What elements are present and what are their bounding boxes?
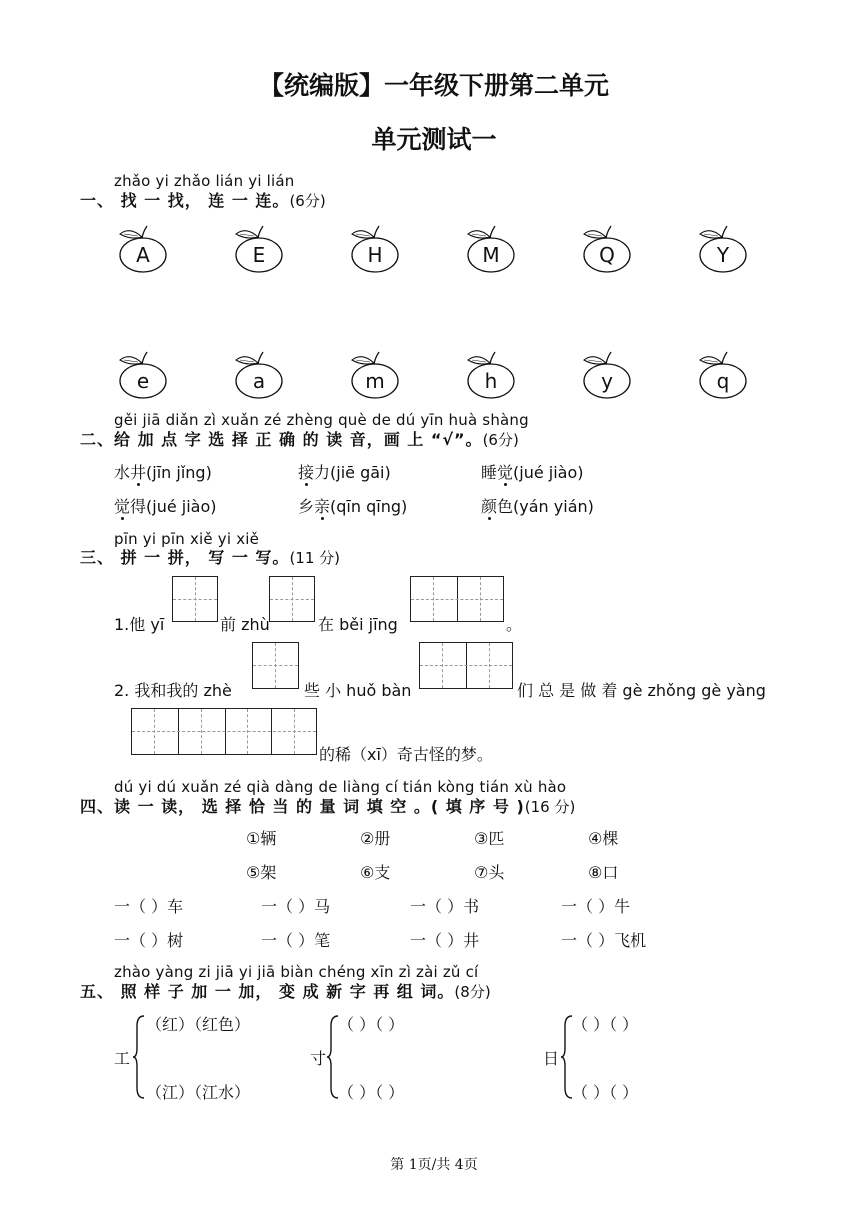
q4-blank[interactable]: 一（ ）笔 bbox=[261, 931, 331, 950]
q2-item-5: 乡亲(qīn qīng) bbox=[298, 497, 408, 516]
q2-item-6: 颜色(yán yián) bbox=[481, 497, 594, 516]
q1-heading-text: 一、 找 一 找， 连 一 连。 bbox=[80, 191, 290, 210]
apple-letter: E bbox=[252, 243, 266, 267]
apple-letter-card[interactable] bbox=[580, 348, 636, 400]
apple-letter: a bbox=[252, 369, 266, 393]
apple-letter-card[interactable] bbox=[696, 222, 752, 274]
q1-score: (6分) bbox=[289, 192, 326, 210]
apple-letter: y bbox=[601, 369, 613, 393]
apple-letter: h bbox=[484, 369, 498, 393]
apple-letter: A bbox=[136, 243, 150, 267]
apple-letter-card[interactable] bbox=[696, 348, 752, 400]
q4-blank[interactable]: 一（ ）马 bbox=[261, 897, 331, 916]
q3-s2-part-b: 些 小 huǒ bàn bbox=[304, 681, 412, 700]
q5-group3-char: 日 bbox=[543, 1049, 560, 1068]
write-box-beijing[interactable] bbox=[410, 576, 504, 622]
apple-letter-card[interactable] bbox=[464, 348, 520, 400]
q4-option: ⑤架 bbox=[246, 863, 277, 882]
q2-item-2: 接力(jiē gāi) bbox=[298, 463, 391, 482]
q3-heading bbox=[80, 545, 340, 568]
q5-heading bbox=[80, 979, 491, 1002]
q4-option: ②册 bbox=[360, 829, 391, 848]
q4-option: ⑦头 bbox=[474, 863, 505, 882]
q3-pinyin: pīn yi pīn xiě yi xiě bbox=[114, 530, 260, 548]
q5-score: (8分) bbox=[454, 983, 491, 1001]
q3-s1-part-c: 在 běi jīng bbox=[318, 615, 398, 634]
apple-letter-card[interactable] bbox=[464, 222, 520, 274]
q2-score: (6分) bbox=[482, 431, 519, 449]
q4-blank[interactable]: 一（ ）井 bbox=[410, 931, 480, 950]
q4-score: (16 分) bbox=[524, 798, 576, 816]
apple-letter: e bbox=[136, 369, 150, 393]
page-title: 【统编版】一年级下册第二单元 bbox=[258, 71, 609, 100]
q5-group2-bottom[interactable]: （ ）（ ） bbox=[338, 1083, 405, 1102]
page-footer: 第 1页/共 4页 bbox=[390, 1157, 478, 1173]
write-box-zhe[interactable] bbox=[252, 642, 299, 689]
q5-pinyin: zhào yàng zi jiā yi jiā biàn chéng xīn zì zài zǔ cí bbox=[114, 963, 479, 981]
q4-blank[interactable]: 一（ ）车 bbox=[114, 897, 184, 916]
q2-heading-text: 二、给 加 点 字 选 择 正 确 的 读 音，画 上 “√”。 bbox=[80, 430, 483, 449]
q1-heading bbox=[80, 188, 326, 211]
q2-pinyin: gěi jiā diǎn zì xuǎn zé zhèng què de dú yīn huà shàng bbox=[114, 411, 529, 429]
q3-s2-part-c: 们 总 是 做 着 gè zhǒng gè yàng bbox=[517, 681, 766, 700]
q4-option: ③匹 bbox=[474, 829, 505, 848]
apple-letter-card[interactable] bbox=[348, 222, 404, 274]
q3-s2-part-d: 的稀（xī）奇古怪的梦。 bbox=[319, 745, 493, 764]
q4-blank[interactable]: 一（ ）飞机 bbox=[561, 931, 647, 950]
q5-group1-top: （红）（红色） bbox=[146, 1015, 251, 1034]
q4-blank[interactable]: 一（ ）牛 bbox=[561, 897, 631, 916]
apple-letter: M bbox=[482, 243, 500, 267]
q5-group1-bottom: （江）（江水） bbox=[146, 1083, 251, 1102]
apple-letter-card[interactable] bbox=[348, 348, 404, 400]
apple-letter-card[interactable] bbox=[116, 222, 172, 274]
apple-letter-card[interactable] bbox=[232, 348, 288, 400]
write-box-yi[interactable] bbox=[172, 576, 218, 622]
q2-item-3: 睡觉(jué jiào) bbox=[481, 463, 584, 482]
apple-letter-card[interactable] bbox=[116, 348, 172, 400]
q5-group2-top[interactable]: （ ）（ ） bbox=[338, 1015, 405, 1034]
apple-letter: m bbox=[365, 369, 385, 393]
q4-heading-text: 四、读 一 读， 选 择 恰 当 的 量 词 填 空 。( 填 序 号 ) bbox=[80, 797, 525, 816]
q2-item-1: 水井(jīn jǐng) bbox=[114, 463, 212, 482]
q3-s1-part-a: 1.他 yī bbox=[114, 615, 165, 634]
q5-group3-top[interactable]: （ ）（ ） bbox=[572, 1015, 639, 1034]
q2-heading bbox=[80, 427, 519, 450]
q4-option: ⑥支 bbox=[360, 863, 391, 882]
q4-option: ①辆 bbox=[246, 829, 277, 848]
q4-pinyin: dú yi dú xuǎn zé qià dàng de liàng cí tián kòng tián xù hào bbox=[114, 778, 567, 796]
q3-s2-part-a: 2. 我和我的 zhè bbox=[114, 681, 232, 700]
q4-blank[interactable]: 一（ ）书 bbox=[410, 897, 480, 916]
q3-heading-text: 三、 拼 一 拼， 写 一 写。 bbox=[80, 548, 290, 567]
page-subtitle: 单元测试一 bbox=[371, 125, 497, 154]
write-box-huoban[interactable] bbox=[419, 642, 513, 689]
q4-blank[interactable]: 一（ ）树 bbox=[114, 931, 184, 950]
write-box-zhu[interactable] bbox=[269, 576, 315, 622]
q4-option: ⑧口 bbox=[588, 863, 619, 882]
q4-option: ④棵 bbox=[588, 829, 619, 848]
q1-pinyin: zhǎo yi zhǎo lián yi lián bbox=[114, 172, 295, 190]
q3-s1-part-b: 前 zhù bbox=[220, 615, 270, 634]
apple-letter: H bbox=[367, 243, 383, 267]
apple-letter: q bbox=[716, 369, 730, 393]
q5-group2-char: 寸 bbox=[310, 1049, 327, 1068]
apple-letter-card[interactable] bbox=[580, 222, 636, 274]
apple-letter: Y bbox=[716, 243, 730, 267]
left-brace-icon bbox=[132, 1014, 146, 1100]
q3-score: (11 分) bbox=[289, 549, 340, 567]
apple-letter: Q bbox=[599, 243, 615, 267]
q2-item-4: 觉得(jué jiào) bbox=[114, 497, 217, 516]
apple-letter-card[interactable] bbox=[232, 222, 288, 274]
q5-group1-char: 工 bbox=[114, 1049, 131, 1068]
q4-heading bbox=[80, 794, 575, 817]
q5-heading-text: 五、 照 样 子 加 一 加， 变 成 新 字 再 组 词。 bbox=[80, 982, 455, 1001]
q5-group3-bottom[interactable]: （ ）（ ） bbox=[572, 1083, 639, 1102]
write-box-gezhonggeyang[interactable] bbox=[131, 708, 317, 755]
q3-s1-part-d: 。 bbox=[506, 615, 523, 634]
